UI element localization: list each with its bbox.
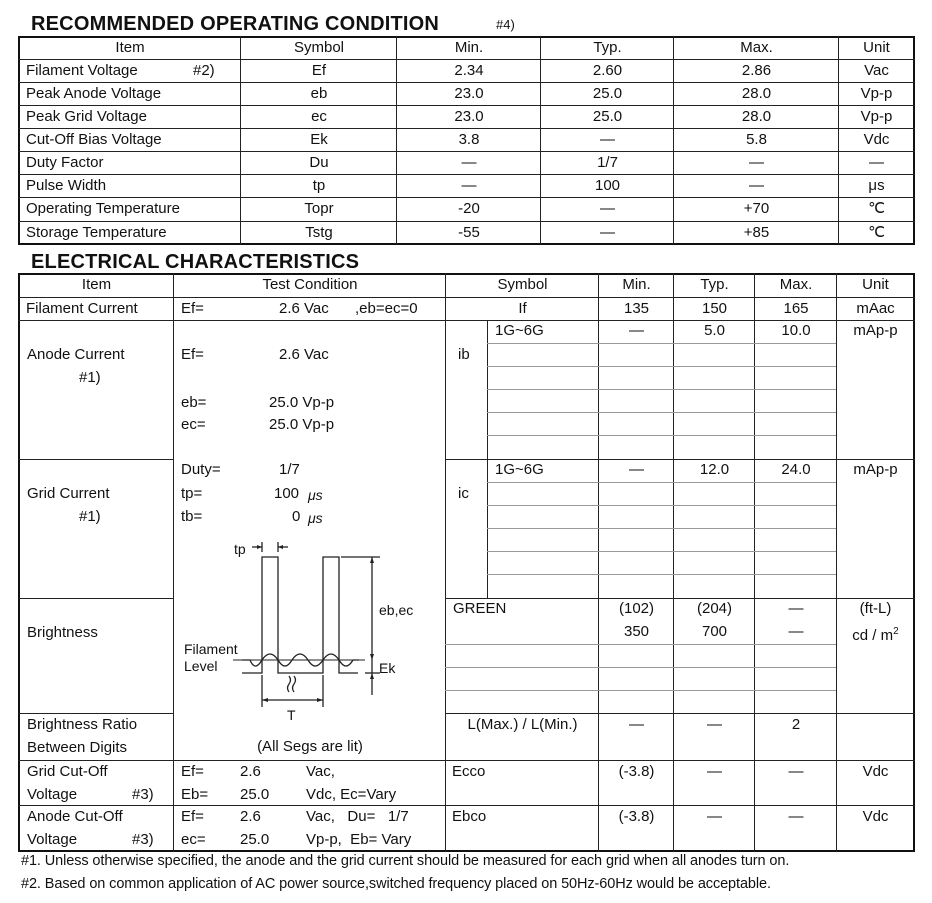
- roc-row-typ: 25.0: [592, 108, 623, 125]
- grid-cutoff-c1-value: 2.6: [240, 763, 261, 780]
- anode-cutoff-item-line1: Anode Cut-Off: [27, 808, 123, 825]
- ec-header-test-condition: Test Condition: [262, 276, 358, 293]
- roc-row-symbol: Du: [309, 154, 329, 171]
- grid-min: —: [629, 461, 644, 478]
- cond-ef-value: 2.6 Vac: [279, 346, 329, 363]
- roc-row-typ: 1/7: [597, 154, 618, 171]
- anode-current-item: Anode Current: [27, 346, 125, 363]
- cond-tp-label: tp=: [181, 485, 203, 502]
- cond-all-segs: (All Segs are lit): [257, 738, 363, 755]
- waveform-t-label: T: [287, 707, 296, 723]
- roc-row-min: —: [461, 177, 477, 194]
- anode-cutoff-c2-rest: Vp-p, Eb= Vary: [306, 831, 412, 848]
- grid-current-item: Grid Current: [27, 485, 110, 502]
- roc-row-unit: ℃: [868, 200, 885, 217]
- brightness-item: Brightness: [27, 624, 98, 641]
- roc-row-unit: —: [869, 154, 884, 171]
- roc-row-symbol: Tstg: [305, 224, 333, 241]
- ec-header-symbol: Symbol: [497, 276, 548, 293]
- cond-duty-value: 1/7: [279, 461, 300, 478]
- roc-header-unit: Unit: [863, 39, 890, 56]
- roc-row-item: Cut-Off Bias Voltage: [26, 131, 162, 148]
- brightness-min-ftl: (102): [618, 600, 655, 617]
- ec-header-item: Item: [81, 276, 112, 293]
- grid-sub: 1G~6G: [495, 461, 544, 478]
- cond-tp-unit: μs: [308, 487, 323, 503]
- roc-header-typ: Typ.: [593, 39, 622, 56]
- roc-row-max: —: [749, 177, 764, 194]
- ec-header-min: Min.: [622, 276, 651, 293]
- roc-row-typ: —: [600, 131, 615, 148]
- filament-cond-label: Ef=: [181, 300, 204, 317]
- roc-row-symbol: ec: [311, 108, 327, 125]
- grid-max: 24.0: [781, 461, 811, 478]
- waveform-filament-label: Filament: [184, 641, 238, 657]
- pulse-waveform-diagram: [175, 535, 443, 715]
- roc-row-symbol: tp: [312, 177, 326, 194]
- filament-current-item: Filament Current: [26, 300, 138, 317]
- cond-tb-label: tb=: [181, 508, 203, 525]
- roc-row-unit: Vp-p: [860, 85, 893, 102]
- anode-cutoff-min: (-3.8): [618, 808, 655, 825]
- grid-cutoff-item-line2: Voltage: [27, 786, 78, 803]
- grid-cutoff-c2-label: Eb=: [181, 786, 209, 803]
- anode-max: 10.0: [781, 322, 811, 339]
- roc-row-item: Peak Anode Voltage: [26, 85, 162, 102]
- pulse-train: [242, 557, 358, 673]
- roc-row-note: #2): [193, 62, 215, 79]
- cond-ef-label: Ef=: [181, 346, 204, 363]
- waveform-level-label: Level: [184, 658, 218, 674]
- roc-row-item: Filament Voltage: [26, 62, 138, 79]
- ratio-max: 2: [791, 716, 801, 733]
- roc-row-min: 3.8: [458, 131, 480, 148]
- anode-cutoff-c1-rest: Vac, Du= 1/7: [306, 808, 409, 825]
- roc-row-max: 5.8: [746, 131, 767, 148]
- filament-typ: 150: [701, 300, 728, 317]
- cond-ec-value: 25.0 Vp-p: [269, 416, 335, 433]
- brightness-max-ftl: —: [788, 600, 804, 617]
- anode-symbol: ib: [458, 346, 470, 363]
- anode-cutoff-unit: Vdc: [862, 808, 889, 825]
- ratio-symbol: L(Max.) / L(Min.): [467, 716, 578, 733]
- roc-header-item: Item: [115, 39, 145, 56]
- roc-row-item: Operating Temperature: [26, 200, 180, 217]
- roc-row-max: +85: [743, 224, 770, 241]
- roc-row-symbol: Topr: [304, 200, 334, 217]
- cond-duty-label: Duty=: [181, 461, 221, 478]
- waveform-ek-label: Ek: [379, 660, 396, 676]
- grid-cutoff-item-line1: Grid Cut-Off: [27, 763, 108, 780]
- brightness-unit-sup: 2: [893, 626, 899, 637]
- cond-ec-label: ec=: [181, 416, 206, 433]
- anode-cutoff-symbol: Ebco: [452, 808, 487, 825]
- grid-cutoff-unit: Vdc: [862, 763, 889, 780]
- roc-header-symbol: Symbol: [293, 39, 345, 56]
- filament-cond-extra: ,eb=ec=0: [355, 300, 418, 317]
- brightness-typ-ftl: (204): [696, 600, 733, 617]
- roc-row-symbol: eb: [310, 85, 328, 102]
- roc-title: RECOMMENDED OPERATING CONDITION: [31, 13, 440, 35]
- roc-header-min: Min.: [454, 39, 484, 56]
- ratio-min: —: [629, 716, 644, 733]
- roc-row-max: 28.0: [741, 108, 772, 125]
- grid-cutoff-c1-label: Ef=: [181, 763, 204, 780]
- anode-cutoff-item-line2: Voltage: [27, 831, 78, 848]
- roc-row-min: 23.0: [454, 108, 484, 125]
- anode-cutoff-note: #3): [132, 831, 154, 848]
- ec-header-unit: Unit: [862, 276, 889, 293]
- roc-row-min: 2.34: [454, 62, 484, 79]
- cond-tb-value: 0: [292, 508, 301, 525]
- ec-header-max: Max.: [779, 276, 813, 293]
- roc-row-symbol: Ek: [310, 131, 328, 148]
- roc-row-unit: Vp-p: [860, 108, 893, 125]
- anode-cutoff-c2-value: 25.0: [240, 831, 270, 848]
- ec-title: ELECTRICAL CHARACTERISTICS: [31, 251, 360, 273]
- grid-cutoff-note: #3): [132, 786, 154, 803]
- grid-current-note: #1): [79, 508, 101, 525]
- ratio-item-line2: Between Digits: [27, 739, 128, 756]
- roc-row-unit: Vdc: [863, 131, 890, 148]
- roc-row-unit: Vac: [864, 62, 889, 79]
- brightness-typ: 700: [701, 623, 728, 640]
- waveform-tp-label: tp: [234, 541, 246, 557]
- grid-unit: mAp-p: [853, 461, 898, 478]
- roc-row-typ: —: [600, 200, 615, 217]
- roc-row-unit: μs: [868, 177, 885, 194]
- anode-cutoff-max: —: [788, 808, 804, 825]
- filament-max: 165: [783, 300, 809, 317]
- brightness-symbol: GREEN: [453, 600, 507, 617]
- anode-sub: 1G~6G: [495, 322, 544, 339]
- brightness-unit: [838, 623, 913, 645]
- grid-cutoff-symbol: Ecco: [452, 763, 486, 780]
- anode-cutoff-c1-label: Ef=: [181, 808, 204, 825]
- brightness-unit-ftl: (ft-L): [859, 600, 892, 617]
- roc-header-max: Max.: [740, 39, 773, 56]
- grid-cutoff-c2-rest: Vdc, Ec=Vary: [306, 786, 397, 803]
- brightness-unit-text: cd / m: [852, 627, 894, 644]
- roc-title-note: #4): [496, 17, 515, 32]
- anode-cutoff-c2-label: ec=: [181, 831, 206, 848]
- footnote-2: #2. Based on common application of AC power source,switched frequency placed on 50Hz-60Hz would be acceptable.: [21, 876, 771, 892]
- roc-row-max: 28.0: [741, 85, 772, 102]
- anode-typ: 5.0: [704, 322, 725, 339]
- filament-unit: mAac: [856, 300, 895, 317]
- cond-eb-value: 25.0 Vp-p: [269, 394, 335, 411]
- roc-row-min: 23.0: [454, 85, 484, 102]
- roc-row-item: Duty Factor: [26, 154, 104, 171]
- roc-row-typ: 100: [594, 177, 621, 194]
- grid-symbol: ic: [458, 485, 469, 502]
- filament-min: 135: [623, 300, 650, 317]
- cond-eb-label: eb=: [181, 394, 207, 411]
- grid-cutoff-c2-value: 25.0: [240, 786, 270, 803]
- roc-row-min: -55: [458, 224, 480, 241]
- roc-row-min: —: [461, 154, 477, 171]
- roc-row-max: +70: [743, 200, 770, 217]
- roc-row-item: Storage Temperature: [26, 224, 167, 241]
- anode-cutoff-c1-value: 2.6: [240, 808, 261, 825]
- brightness-min: 350: [623, 623, 650, 640]
- ratio-typ: —: [707, 716, 722, 733]
- ratio-item-line1: Brightness Ratio: [27, 716, 138, 733]
- anode-min: —: [629, 322, 644, 339]
- roc-row-item: Pulse Width: [26, 177, 107, 194]
- roc-row-max: —: [749, 154, 764, 171]
- roc-row-typ: 25.0: [592, 85, 623, 102]
- filament-symbol: If: [518, 300, 527, 317]
- roc-row-typ: 2.60: [592, 62, 623, 79]
- ec-header-typ: Typ.: [700, 276, 729, 293]
- anode-unit: mAp-p: [853, 322, 898, 339]
- grid-cutoff-min: (-3.8): [618, 763, 655, 780]
- roc-row-max: 2.86: [741, 62, 772, 79]
- roc-row-unit: ℃: [868, 224, 885, 241]
- grid-typ: 12.0: [699, 461, 730, 478]
- footnote-1: #1. Unless otherwise specified, the anode and the grid current should be measured for each grid when all anodes turn on.: [21, 853, 790, 869]
- roc-row-symbol: Ef: [311, 62, 327, 79]
- grid-cutoff-max: —: [788, 763, 804, 780]
- cond-tp-value: 100: [274, 485, 300, 502]
- grid-cutoff-typ: —: [707, 763, 722, 780]
- filament-cond-value: 2.6 Vac: [279, 300, 329, 317]
- waveform-ebec-label: eb,ec: [379, 602, 414, 618]
- anode-current-note: #1): [79, 369, 101, 386]
- grid-cutoff-c1-rest: Vac,: [306, 763, 335, 780]
- roc-row-typ: —: [600, 224, 615, 241]
- anode-cutoff-typ: —: [707, 808, 722, 825]
- roc-row-min: -20: [458, 200, 480, 217]
- brightness-max: —: [788, 623, 804, 640]
- roc-row-item: Peak Grid Voltage: [26, 108, 147, 125]
- cond-tb-unit: μs: [308, 510, 323, 526]
